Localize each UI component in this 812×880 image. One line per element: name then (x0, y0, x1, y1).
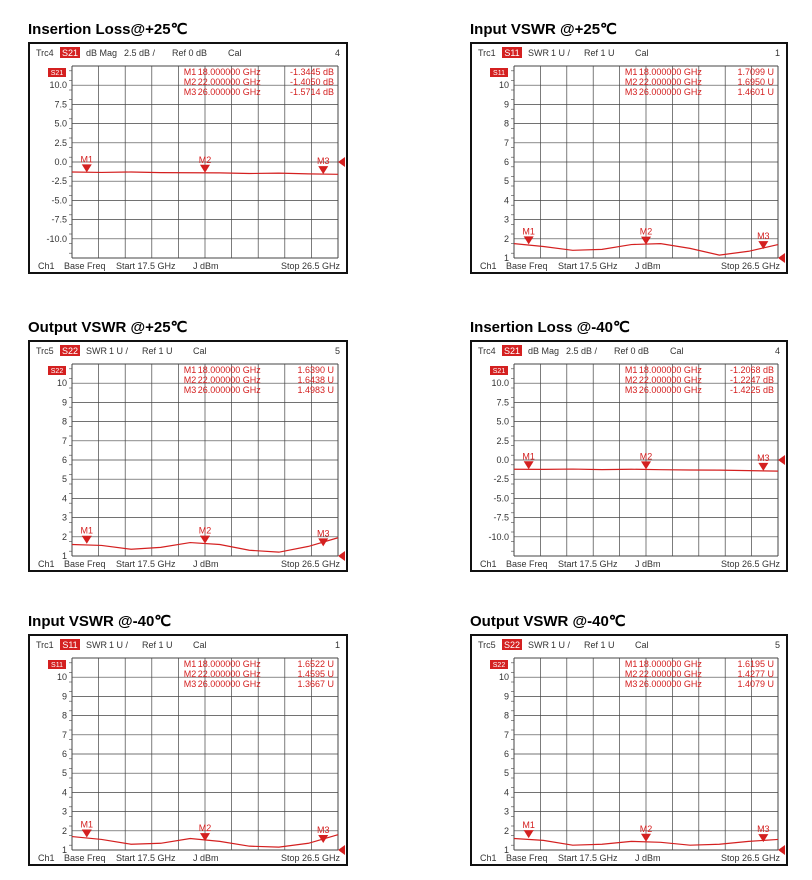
y-tick-label: 9 (503, 99, 509, 110)
footer-start: Start 17.5 GHz (558, 559, 618, 569)
cal-label: Cal (635, 640, 649, 650)
marker-readout-name: M1 (183, 67, 197, 77)
footer-power: J dBm (193, 261, 219, 271)
header-item: dB Mag (528, 346, 560, 356)
y-tick-label: 10 (498, 80, 509, 91)
marker-readout-freq: 18.000000 GHz (197, 659, 261, 669)
marker-readout-freq: 18.000000 GHz (638, 659, 702, 669)
y-tick-label: 6 (61, 749, 67, 759)
marker-label: M2 (198, 154, 212, 165)
marker-readout-freq: 18.000000 GHz (638, 67, 702, 77)
header-item: dB Mag (86, 48, 118, 58)
marker-readout-freq: 22.000000 GHz (197, 669, 261, 679)
y-tick-label: 5.0 (496, 416, 509, 427)
y-tick-label: 7 (61, 729, 67, 740)
chart-svg (472, 636, 786, 864)
param-label: S22 (61, 346, 79, 356)
y-tick-label: 8 (503, 118, 509, 129)
marker-triangle (758, 463, 768, 471)
marker-readout-name: M3 (624, 679, 638, 689)
marker-readout-freq: 26.000000 GHz (638, 87, 702, 97)
marker-triangle (82, 536, 92, 544)
marker-readout-freq: 22.000000 GHz (638, 375, 702, 385)
marker-readout-name: M1 (183, 365, 197, 375)
y-tick-label: -2.5 (493, 474, 509, 485)
y-tick-label: 2 (61, 531, 67, 542)
chart-svg (30, 342, 346, 570)
reference-arrow (338, 157, 345, 167)
trace-number: 4 (334, 48, 340, 58)
footer-channel: Ch1 (38, 853, 55, 863)
footer-base: Base Freq (64, 853, 106, 863)
marker-label: M1 (80, 819, 94, 830)
y-tick-label: 10 (56, 672, 67, 683)
trace-label: Trc4 (36, 48, 54, 58)
y-tick-label: 2 (503, 233, 509, 244)
marker-readout-freq: 22.000000 GHz (197, 77, 261, 87)
y-tick-label: 7.5 (54, 99, 67, 110)
marker-readout-value: -1.2247 dB (729, 375, 774, 385)
marker-readout-value: -1.4225 dB (729, 385, 774, 395)
y-tick-label: -2.5 (51, 176, 67, 187)
marker-triangle (200, 165, 210, 173)
y-tick-label: 5 (503, 176, 509, 187)
marker-triangle (641, 834, 651, 842)
chart-svg (472, 44, 786, 272)
marker-readout-freq: 26.000000 GHz (197, 385, 261, 395)
y-tick-label: 5 (61, 474, 67, 485)
y-tick-label: -5.0 (493, 493, 509, 504)
y-tick-label: 1 (61, 845, 67, 855)
footer-base: Base Freq (506, 261, 548, 271)
marker-readout-name: M2 (624, 375, 638, 385)
y-tick-label: 9 (503, 691, 509, 702)
marker-label: M1 (522, 820, 535, 831)
marker-readout-freq: 18.000000 GHz (197, 67, 261, 77)
y-tick-label: -5.0 (51, 195, 67, 206)
trace-label: Trc1 (478, 48, 496, 58)
header-item: Ref 0 dB (614, 346, 650, 356)
footer-start: Start 17.5 GHz (116, 853, 176, 863)
marker-label: M2 (639, 226, 653, 237)
y-tick-label: 3 (61, 512, 67, 523)
y-tick-label: 6 (503, 157, 509, 167)
marker-triangle (82, 164, 92, 172)
marker-readout-name: M3 (624, 87, 638, 97)
header-item: SWR (86, 346, 107, 356)
chart-title: Output VSWR @-40℃ (470, 613, 626, 630)
marker-readout-value: 1.3667 U (297, 679, 334, 689)
marker-triangle (318, 538, 328, 546)
y-tick-label: 10.0 (491, 378, 509, 389)
chart-title: Input VSWR @+25℃ (470, 21, 617, 38)
marker-triangle (641, 461, 651, 469)
y-tick-label: 10.0 (49, 80, 67, 91)
cal-label: Cal (193, 640, 207, 650)
marker-readout-value: 1.6438 U (297, 375, 334, 385)
marker-readout-freq: 26.000000 GHz (638, 385, 702, 395)
marker-label: M2 (639, 451, 653, 462)
y-tick-label: 4 (61, 493, 67, 504)
marker-readout-freq: 22.000000 GHz (638, 669, 702, 679)
marker-readout-name: M3 (183, 87, 197, 97)
footer-base: Base Freq (64, 559, 106, 569)
cal-label: Cal (670, 346, 684, 356)
marker-label: M1 (80, 525, 94, 536)
marker-readout-value: 1.4595 U (297, 669, 334, 679)
y-tick-label: 4 (503, 787, 509, 798)
marker-triangle (524, 830, 534, 838)
y-tick-label: 8 (61, 416, 67, 427)
grid-param-label: S11 (493, 70, 505, 77)
y-tick-label: 0.0 (496, 455, 509, 465)
y-tick-label: 5 (61, 768, 67, 779)
trace-number: 5 (334, 346, 340, 356)
vna-screen (470, 42, 788, 274)
marker-readout-name: M1 (624, 365, 638, 375)
footer-channel: Ch1 (480, 261, 497, 271)
y-tick-label: -7.5 (493, 512, 509, 523)
marker-readout-value: 1.4079 U (737, 679, 774, 689)
marker-readout-value: 1.7099 U (737, 67, 774, 77)
marker-triangle (82, 829, 92, 837)
marker-readout-name: M3 (183, 679, 197, 689)
y-tick-label: 2 (503, 825, 509, 836)
grid-param-label: S21 (50, 70, 64, 77)
footer-stop: Stop 26.5 GHz (280, 559, 340, 569)
marker-label: M2 (639, 823, 653, 834)
marker-readout-name: M3 (624, 385, 638, 395)
footer-power: J dBm (635, 559, 661, 569)
cal-label: Cal (193, 346, 207, 356)
y-tick-label: -7.5 (51, 214, 67, 225)
marker-readout-value: 1.4277 U (737, 669, 774, 679)
marker-readout-freq: 22.000000 GHz (197, 375, 261, 385)
y-tick-label: 2.5 (496, 435, 509, 446)
y-tick-label: 10 (56, 378, 67, 389)
marker-label: M3 (757, 452, 770, 463)
y-tick-label: 7 (61, 435, 67, 446)
marker-readout-value: 1.6195 U (737, 659, 774, 669)
marker-readout-freq: 26.000000 GHz (638, 679, 702, 689)
marker-label: M3 (757, 231, 770, 242)
footer-power: J dBm (193, 853, 219, 863)
marker-readout-name: M2 (183, 669, 197, 679)
header-item: Ref 1 U (142, 640, 173, 650)
marker-label: M3 (316, 156, 330, 167)
marker-readout-value: 1.6950 U (737, 77, 774, 87)
header-item: 2.5 dB / (566, 346, 598, 356)
y-tick-label: 10 (498, 672, 509, 683)
marker-readout-value: -1.2068 dB (729, 365, 774, 375)
y-tick-label: -10.0 (46, 233, 67, 244)
footer-base: Base Freq (506, 853, 548, 863)
y-tick-label: 2.5 (54, 137, 67, 148)
marker-triangle (524, 236, 534, 244)
header-item: Ref 1 U (142, 346, 173, 356)
y-tick-label: 3 (503, 214, 509, 225)
footer-channel: Ch1 (38, 559, 55, 569)
marker-label: M3 (316, 528, 330, 539)
y-tick-label: 1 (61, 551, 67, 561)
marker-readout-freq: 18.000000 GHz (638, 365, 702, 375)
y-tick-label: 6 (503, 749, 509, 759)
trace-number: 4 (774, 346, 780, 356)
marker-triangle (524, 461, 534, 469)
marker-readout-name: M2 (624, 669, 638, 679)
vna-screen (28, 42, 348, 274)
footer-start: Start 17.5 GHz (116, 559, 176, 569)
cal-label: Cal (635, 48, 649, 58)
footer-start: Start 17.5 GHz (116, 261, 176, 271)
y-tick-label: 3 (61, 806, 67, 817)
trace-number: 5 (774, 640, 780, 650)
footer-stop: Stop 26.5 GHz (720, 853, 780, 863)
marker-label: M2 (198, 823, 212, 834)
marker-label: M3 (316, 824, 330, 835)
footer-power: J dBm (635, 853, 661, 863)
footer-stop: Stop 26.5 GHz (280, 853, 340, 863)
marker-label: M1 (522, 226, 535, 237)
footer-base: Base Freq (506, 559, 548, 569)
chart-title: Insertion Loss@+25℃ (28, 21, 188, 38)
y-tick-label: 7 (503, 729, 509, 740)
chart-title: Insertion Loss @-40℃ (470, 319, 630, 336)
y-tick-label: 9 (61, 691, 67, 702)
y-tick-label: 7 (503, 137, 509, 148)
param-label: S21 (503, 346, 521, 356)
y-tick-label: 6 (61, 455, 67, 465)
trace-label: Trc5 (478, 640, 496, 650)
footer-channel: Ch1 (38, 261, 55, 271)
header-item: SWR (86, 640, 107, 650)
trace-number: 1 (334, 640, 340, 650)
marker-readout-value: -1.3445 dB (289, 67, 334, 77)
chart-svg (472, 342, 786, 570)
marker-triangle (758, 241, 768, 249)
grid-param-label: S11 (51, 662, 63, 669)
vna-screen (470, 634, 788, 866)
header-item: 1 U / (109, 346, 129, 356)
y-tick-label: 5.0 (54, 118, 67, 129)
grid-param-label: S22 (50, 368, 64, 375)
footer-start: Start 17.5 GHz (558, 261, 618, 271)
cal-label: Cal (228, 48, 242, 58)
chart-title: Output VSWR @+25℃ (28, 319, 188, 336)
header-item: Ref 1 U (584, 48, 615, 58)
grid-param-label: S21 (492, 368, 506, 375)
marker-readout-value: 1.4601 U (737, 87, 774, 97)
y-tick-label: 4 (61, 787, 67, 798)
y-tick-label: 9 (61, 397, 67, 408)
y-tick-label: 0.0 (54, 157, 67, 167)
marker-readout-value: 1.6390 U (297, 365, 334, 375)
trace-label: Trc1 (36, 640, 54, 650)
vna-screen (28, 634, 348, 866)
footer-channel: Ch1 (480, 559, 497, 569)
footer-power: J dBm (635, 261, 661, 271)
marker-readout-value: -1.4050 dB (289, 77, 334, 87)
header-item: 2.5 dB / (124, 48, 156, 58)
marker-readout-freq: 26.000000 GHz (197, 87, 261, 97)
header-item: Ref 1 U (584, 640, 615, 650)
trace-label: Trc5 (36, 346, 54, 356)
chart-svg (30, 44, 346, 272)
marker-readout-freq: 18.000000 GHz (197, 365, 261, 375)
footer-stop: Stop 26.5 GHz (720, 559, 780, 569)
param-label: S11 (62, 640, 78, 650)
y-tick-label: 5 (503, 768, 509, 779)
y-tick-label: 1 (503, 845, 509, 855)
header-item: Ref 0 dB (172, 48, 208, 58)
header-item: SWR (528, 48, 549, 58)
footer-stop: Stop 26.5 GHz (280, 261, 340, 271)
marker-label: M1 (80, 154, 94, 165)
footer-channel: Ch1 (480, 853, 497, 863)
y-tick-label: 8 (61, 710, 67, 721)
marker-triangle (318, 166, 328, 174)
y-tick-label: 2 (61, 825, 67, 836)
chart-title: Input VSWR @-40℃ (28, 613, 172, 630)
marker-triangle (318, 835, 328, 843)
marker-readout-name: M3 (183, 385, 197, 395)
param-label: S22 (503, 640, 521, 650)
marker-readout-freq: 26.000000 GHz (197, 679, 261, 689)
footer-power: J dBm (193, 559, 219, 569)
y-tick-label: -10.0 (488, 531, 509, 542)
marker-readout-freq: 22.000000 GHz (638, 77, 702, 87)
marker-readout-name: M1 (624, 67, 638, 77)
marker-readout-value: 1.4983 U (297, 385, 334, 395)
y-tick-label: 8 (503, 710, 509, 721)
marker-readout-name: M1 (183, 659, 197, 669)
vna-screen (28, 340, 348, 572)
chart-svg (30, 636, 346, 864)
marker-readout-name: M2 (624, 77, 638, 87)
y-tick-label: 3 (503, 806, 509, 817)
reference-arrow (778, 455, 785, 465)
marker-label: M1 (522, 451, 535, 462)
marker-readout-name: M2 (183, 375, 197, 385)
header-item: SWR (528, 640, 549, 650)
marker-readout-name: M1 (624, 659, 638, 669)
marker-readout-name: M2 (183, 77, 197, 87)
y-tick-label: 7.5 (496, 397, 509, 408)
y-tick-label: 1 (503, 253, 509, 263)
header-item: 1 U / (109, 640, 129, 650)
marker-triangle (200, 536, 210, 544)
vna-screen (470, 340, 788, 572)
marker-readout-value: 1.6522 U (297, 659, 334, 669)
trace-label: Trc4 (478, 346, 496, 356)
marker-label: M2 (198, 525, 212, 536)
y-tick-label: 4 (503, 195, 509, 206)
trace-number: 1 (774, 48, 780, 58)
marker-readout-value: -1.5714 dB (289, 87, 334, 97)
header-item: 1 U / (551, 48, 571, 58)
footer-stop: Stop 26.5 GHz (720, 261, 780, 271)
param-label: S11 (504, 48, 520, 58)
header-item: 1 U / (551, 640, 571, 650)
footer-start: Start 17.5 GHz (558, 853, 618, 863)
grid-param-label: S22 (492, 662, 506, 669)
footer-base: Base Freq (64, 261, 106, 271)
param-label: S21 (61, 48, 79, 58)
marker-label: M3 (757, 824, 770, 835)
